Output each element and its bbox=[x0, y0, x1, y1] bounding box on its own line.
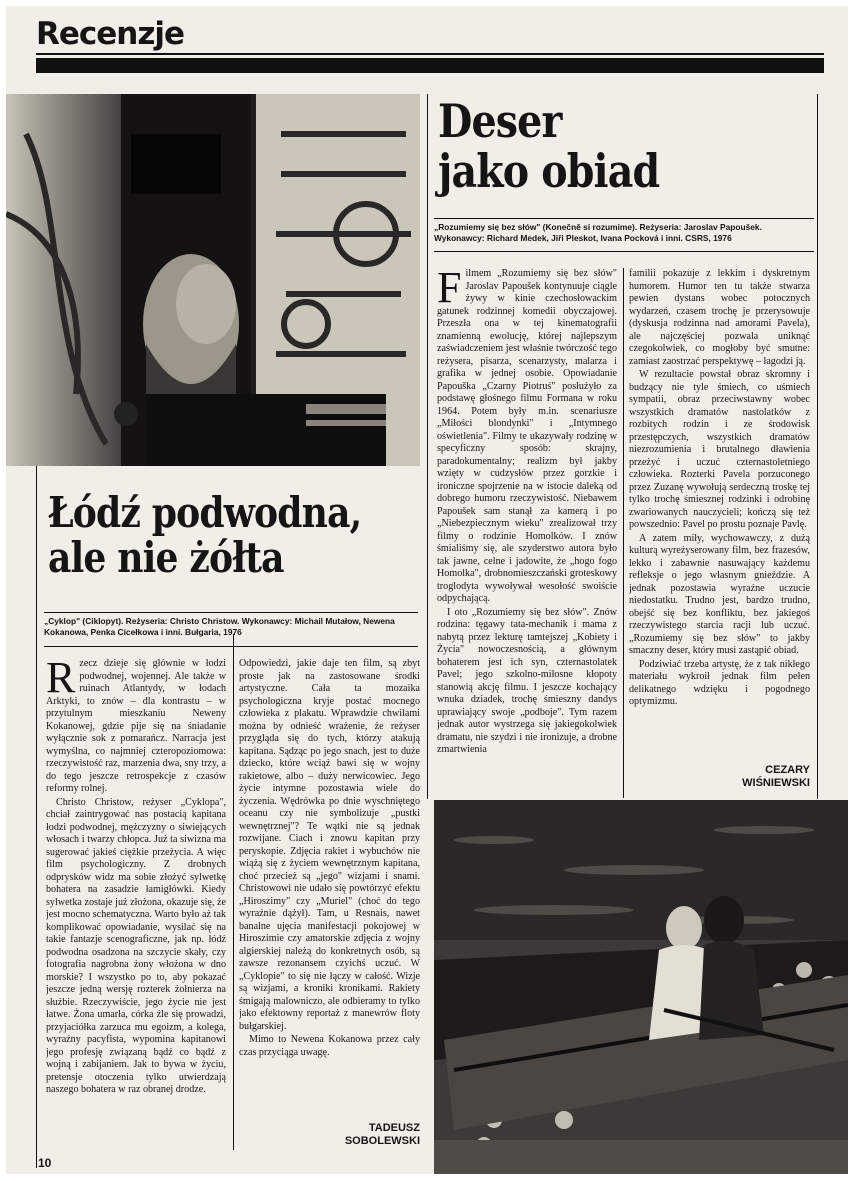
paragraph: Odpowiedzi, jakie daje ten film, są zbyt proste jak na zastosowane środki artystyczne. Cała ta mozaika psychologiczna kryje postać mocnego człowieka z plakatu. Wprawdzie chwilami można by odnieść wrażenie, że reżyser przygląda się do tych, którzy atakują kapitana. Sądząc po jego snach, jest to duże dziecko, które wciąż bawi się w wojny rakietowe, albo – duży nerwicowiec. Jego życie intymne pozostawia wiele do życzenia. Wędrówka po dnie wyschniętego oceanu czy nie symbolizuje „pustki wewnętrznej"? Te wątki nie są jednak rozwijane. Ciach i znowu kapitan przy peryskopie. Zdjęcia rakiet i wybuchów nie wiążą się z życiem wewnętrznym kapitana, choć przecież są „jego" wizjami i snami. Christowowi nie udało się powtórzyć efektu „Hiroszimy" czy „Muriel" (choć do tego wyraźnie dążył). Tam, u Resnais, nawet banalne ujęcia manifestacji pokojowej w Hiroszimie czy amatorskie zdjęcia z wojny algierskiej należą do konkretnych osób, są zawsze rezonansem czyichś uczuć. W „Cyklopie" to się nie łączy w całość. Wizje są wizjami, a kroniki kronikami. Rakiety śmigają malowniczo, ale odbieramy to tylko jako efektowny reportaż z manewrów floty bułgarskiej. bbox=[239, 658, 420, 1032]
header-rule-thin bbox=[36, 53, 824, 55]
paragraph: Christo Christow, reżyser „Cyklopa", chciał zaintrygować nas postacią kapitana łodzi podwodnej, mężczyzny o siwiejących włosach i twarzy chłopca. Już ta siwizna ma sugerować jakieś ciężkie przeżycia. A więc film psychologiczny. Z drobnych odprysków widz ma sobie złożyć sylwetkę bohatera na zasadzie łamigłówki. Kiedy sylwetka zostaje już złożona, okazuje się, że jest mocno schematyczna. Warto było aż tak komplikować opowiadanie, wysilać się na takie fantazje scenograficzne, jak np. łódź podwodna osadzona na szczycie skały, czy fotografia nagrobna żony włożona w dno morskie? I wszystko po to, aby pokazać jeszcze jedną wersję rozterek żołnierza na służbie. Rzeczywiście, jego życie nie jest łatwe. Żona umarła, córka źle się prowadzi, przyjaciółka zarzuca mu egoizm, a kolega, wyraźny pacyfista, wypomina kapitanowi jego profesję związaną bądź co bądź z wojną i zabijaniem. Jak to bywa w życiu, pretensje otoczenia tylko utwierdzają naszego bohatera w raz obranej drodze. bbox=[46, 796, 226, 1095]
review2-credits: „Rozumiemy się bez słów" (Konečně si rozumime). Reżyseria: Jaroslav Papoušek. Wykonawcy: Richard Medek, Jiři Pleskot, Ivana Pocková i inni. CSRS, 1976 bbox=[434, 222, 762, 243]
review2-column-1 bbox=[437, 268, 617, 796]
review2-headline: Deser jako obiad bbox=[438, 94, 660, 198]
credits-rule bbox=[434, 251, 814, 252]
dropcap: R bbox=[46, 658, 76, 702]
paragraph: Podziwiać trzeba artystę, że z tak nikłego materiału wykroił jednak film pełen delikatnego wdzięku i pogodnego optymizmu. bbox=[629, 658, 810, 707]
header-rule-thick bbox=[36, 58, 824, 73]
review1-author: TADEUSZ SOBOLEWSKI bbox=[344, 1122, 420, 1147]
review2-column-2 bbox=[629, 268, 810, 758]
paragraph: W rezultacie powstał obraz skromny i budzący nie tyle śmiech, co uśmiech sympatii, obraz przeciwstawny wobec wszystkich dramatów nastolatków z rozbitych rodzin i ze środowisk przestępczych, wszystkich dramatów niezrozumienia i brutalnego dławienia przeżyć i uczuć czternastoletniego człowieka. Rozterki Pavela porzuconego przez Zuzanę wywołują serdeczną troskę tej tylko trochę śmiesznej rodzinki i odrobinę zwariowanych nauczycieli; kończą się też powszednio: Pavel po prostu poznaje Pavlę. bbox=[629, 369, 810, 530]
paragraph: familii pokazuje z lekkim i dyskretnym humorem. Humor ten tu także stwarza pewien dystans wobec potocznych wydarzeń, czasem trochę je przerysowuje (dyskusja rodzinna nad amorami Pavela), ale najczęściej pozwala uniknąć czegokolwiek, co mogłoby być smutne: zamiast zaostrzać perspektywę – łagodzi ją. bbox=[629, 268, 810, 367]
credits-rule bbox=[44, 646, 418, 647]
film-still-periscope bbox=[6, 94, 420, 466]
dropcap: F bbox=[437, 268, 462, 312]
credits-rule bbox=[434, 218, 814, 219]
magazine-page bbox=[6, 6, 848, 1174]
credits-rule bbox=[44, 612, 418, 613]
paragraph: I oto „Rozumiemy się bez słów". Znów rodzina: tęgawy tata-mechanik i mama z nabytą przez lekturę tamtejszej „Kobiety i Życia" nowoczesnością, a głównym bohaterem jest ich syn, czternastolatek Pavel; jego szkolno-miłosne kłopoty stanowią akcję filmu. I jeszcze kochający wnuka dziadek, trochę śmieszny dandys uprawiający swoje „podboje". Tym razem jednak autor wystrzega się jakiegokolwiek dramatu, nie szydzi i nie ironizuje, a drobne zmartwienia bbox=[437, 606, 617, 755]
column-divider bbox=[623, 268, 624, 798]
review1-credits: „Cyklop" (Ciklopyt). Reżyseria: Christo Christow. Wykonawcy: Michail Mutałow, Newena Kokanowa, Penka Cicełkowa i inni. Bułgaria, 1976 bbox=[44, 616, 395, 637]
paragraph: ilmem „Rozumiemy się bez słów" Jaroslav Papoušek kontynuuje ciągle żywy w kinie czechosłowackim gatunek rodzinnej komedii obyczajowej. Przeszła ona w tej kinematografii znamienną ewolucję, której najlepszym zaświadczeniem jest właśnie twórczość tego reżysera, pisarza, scenarzysty, malarza i grafika w jednej osobie. Opowiadanie Papouška „Czarny Piotruś" posłużyło za podstawę głośnego filmu Formana w roku 1964. Potem były m.in. scenariusze „Miłości blondynki" i „Intymnego oświetlenia". Filmy te ukazywały rodzinę w specyficzny sposób: skrajny, paradokumentalny; realizm był jakby wzięty w cudzysłów przez gorzkie i ironiczne spojrzenie na w istocie daleką od dobrego humoru rzeczywistość. Niebawem Papoušek sam stanął za kamerą i po „Niebezpiecznym wieku" zrealizował trzy filmy o rodzinie Homolków. I znów śmialiśmy się, ale szyderstwo autora było tak jawne, celne i jadowite, że „hogo fogo Homolka", drobnomieszczański groteskowy troglodyta wywoływał wesołość swoiście odpychającą. bbox=[437, 268, 617, 604]
film-still-boat bbox=[434, 800, 848, 1174]
column-divider-left bbox=[36, 466, 37, 1168]
column-divider bbox=[233, 634, 234, 1150]
column-divider bbox=[427, 94, 428, 799]
review1-column-1 bbox=[46, 658, 226, 1163]
paragraph: A zatem miły, wychowawczy, z dużą kulturą wyreżyserowany film, bez frazesów, lekko i zabawnie nasuwający każdemu refleksje o jego własnym gnieździe. A jednak pozostawia wyraźne uczucie niedostatku. Trudno jest, bardzo trudno, obejść się bez konfliktu, bez jakiegoś rzeczywistego starcia racji lub uczuć. „Rozumiemy się bez słów" to jakby smaczny deser, który musi zastąpić obiad. bbox=[629, 532, 810, 656]
column-divider-right bbox=[817, 94, 818, 799]
page-number: 10 bbox=[38, 1156, 52, 1170]
review2-author: CEZARY WIŚNIEWSKI bbox=[742, 764, 810, 789]
review1-headline: Łódź podwodna, ale nie żółta bbox=[48, 488, 362, 582]
paragraph: Mimo to Newena Kokanowa przez cały czas przyciąga uwagę. bbox=[239, 1034, 420, 1058]
review1-column-2 bbox=[239, 658, 420, 1088]
paragraph: zecz dzieje się głównie w łodzi podwodnej, wojennej. Ale także w ruinach Atlantydy, w łodach Arktyki, to znów – dla kontrastu – w przytulnym mieszkaniu Neweny Kokanowej, gdzie pije się na śniadanie wyłącznie sok z pomarańcz. Narracja jest wymyślna, co najmniej czteropoziomowa: rzeczywistość raz, marzenia dwa, sny trzy, a do tego jeszcze retrospekcje z czasów reformy rolnej. bbox=[46, 658, 226, 794]
section-title: Recenzje bbox=[36, 16, 185, 52]
